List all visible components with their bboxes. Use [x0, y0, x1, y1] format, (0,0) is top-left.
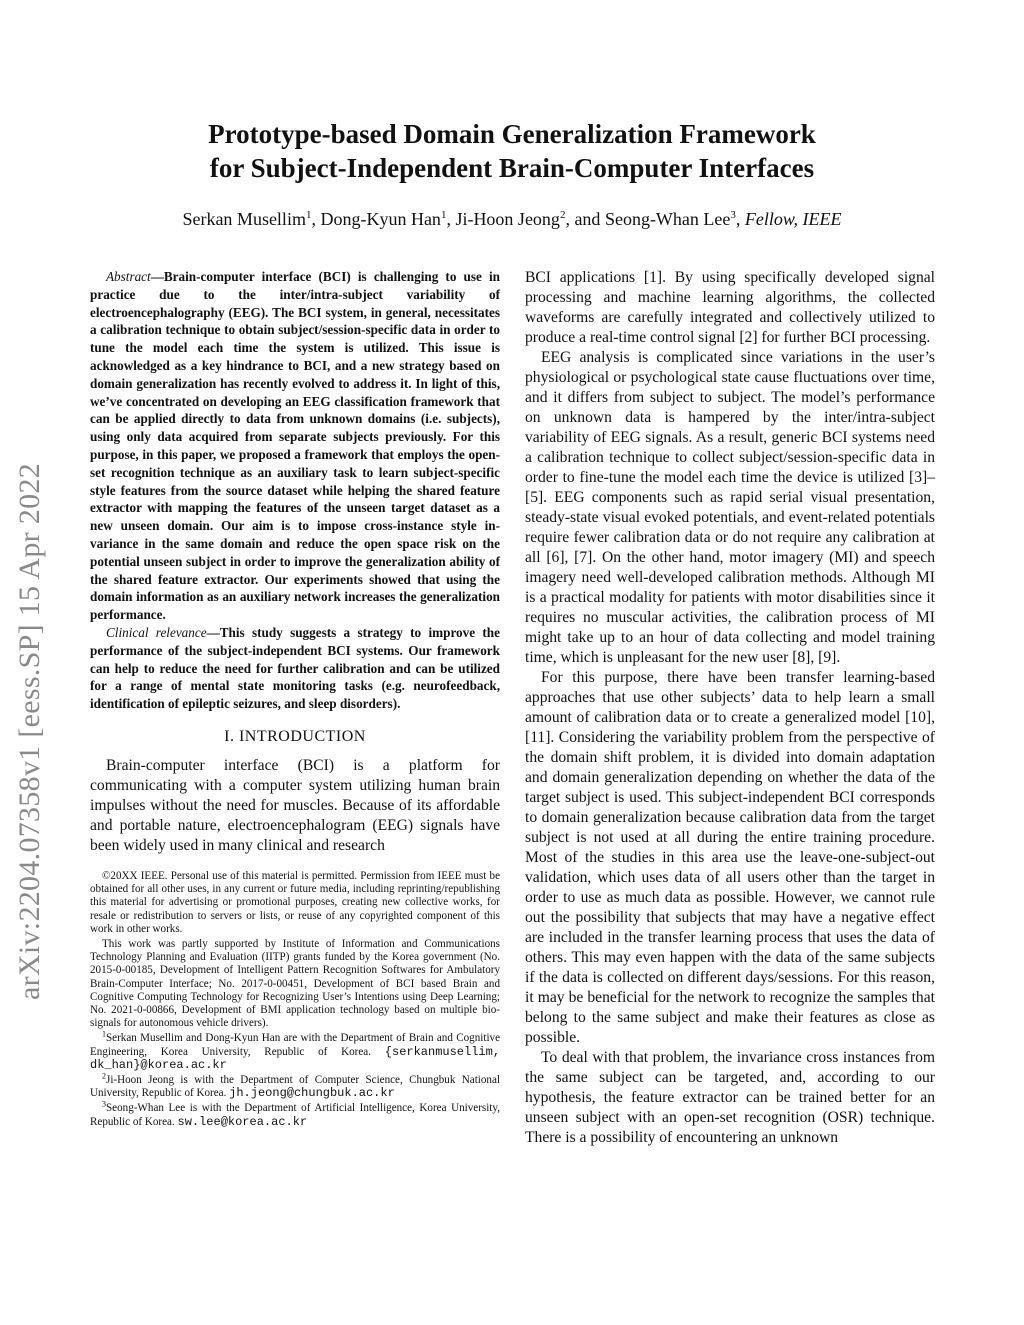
paper-title	[0, 117, 1024, 185]
author-fellow-title: Fellow, IEEE	[744, 209, 842, 229]
author-email: jh.jeong@chungbuk.ac.kr	[229, 1086, 395, 1101]
left-column	[90, 268, 500, 1131]
funding-note: This work was partly supported by Institute of Information and Communications Technology Planning and Evaluation (IITP) grants funded by the Korea government (No. 2015-0-00185, Development of Intelligent Pattern Recognition Softwares for Ambulatory Brain-Computer Interface; No. 2017-0-00451, Development of BCI based Brain and Cognitive Computing Technology for Recognizing User’s Intentions using Deep Learning; No. 2021-0-00866, Development of BMI application technology based on multiple bio-signals for autonomous vehicle drivers).	[90, 937, 500, 1030]
intro-paragraph-3: For this purpose, there have been transfer learning-based approaches that use other subjects’ data to help learn a small amount of calibration data or to create a generalized model [10], [11]. Considering the variability problem from the perspective of the domain shift problem, it is divided into domain adaptation and domain generalization depending on whether the data of the target subject is used. This subject-independent BCI corresponds to domain generalization because calibration data from the target subject is not used at all during the entire training procedure. Most of the studies in this area use the leave-one-subject-out validation, which uses data of all users other than the target in order to use as much data as possible. However, we cannot rule out the possibility that subjects that may have a negative effect are included in the transfer learning process that uses the data of others. This may even happen with the data of the same subjects if the data is collected on different days/sessions. For this reason, it may be beneficial for the network to recognize the samples that belong to the same subject and make their features as close as possible.	[525, 669, 935, 1046]
author-name: Seong-Whan Lee	[604, 209, 731, 229]
intro-paragraph-2: EEG analysis is complicated since variations in the user’s physiological or psychological state cause fluctuations over time, and it differs from subject to subject. The model’s performance on unknown data is hampered by the inter/intra-subject variability of EEG signals. As a result, generic BCI systems need a calibration technique to collect subject/session-specific data in order to fine-tune the model each time the device is utilized [3]–[5]. EEG components such as rapid serial visual presentation, steady-state visual evoked potentials, and event-related potentials require fewer calibration data or do not require any calibration at all [6], [7]. On the other hand, motor imagery (MI) and speech imagery need well-developed calibration methods. Although MI is a practical modality for patients with motor disabilities since it requires no muscular activities, the calibration process of MI might take up to an hour of data collecting and model training time, which is unpleasant for the new user [8], [9].	[525, 349, 935, 666]
arxiv-identifier: arXiv:2204.07358v1 [eess.SP] 15 Apr 2022	[13, 463, 46, 1000]
abstract-text: Brain-computer interface (BCI) is challenging to use in practice due to the inter/intra-subject variability of electroencephalography (EEG). The BCI system, in general, necessitates a calibration technique to obtain subject/session-specific data in order to tune the model each time the system is utilized. This issue is acknowledged as a key hindrance to BCI, and a new strategy based on domain generalization has recently evolved to address it. In light of this, we’ve concentrated on developing an EEG classification framework that can be applied directly to data from unknown domains (i.e. subjects), using only data acquired from separate subjects previously. For this purpose, in this paper, we proposed a framework that employs the open-set recognition technique as an auxiliary task to learn subject-specific style features from the source dataset while helping the shared feature extractor with mapping the features of the unseen target dataset as a new unseen domain. Our aim is to impose cross-instance style in-variance in the same domain and reduce the open space risk on the potential unseen subject in order to improve the generalization ability of the shared feature extractor. Our experiments showed that using the domain information as an auxiliary network increases the generalization performance.	[90, 269, 500, 623]
author-affiliation-mark: 3	[730, 209, 736, 221]
affiliation-3	[90, 1099, 500, 1129]
affiliation-text: Serkan Musellim and Dong-Kyun Han are with the Department of Brain and Cognitive Engineering, Korea University, Republic of Korea.	[90, 1032, 500, 1058]
author-separator: ,	[735, 209, 745, 229]
clinical-text: This study suggests a strategy to improve the performance of the subject-independent BCI systems. Our framework can help to reduce the need for further calibration and can be utilized for a range of mental state monitoring tasks (e.g. neurofeedback, identification of epileptic seizures, and sleep disorders).	[90, 624, 500, 712]
affiliation-1	[90, 1029, 501, 1072]
affiliation-2	[90, 1071, 500, 1101]
affiliation-mark: 3	[102, 1099, 106, 1109]
author-name: Serkan Musellim	[182, 209, 306, 229]
author-list	[0, 209, 1024, 230]
abstract-label: Abstract	[106, 269, 151, 284]
author-separator: ,	[311, 209, 321, 229]
title-line-1: Prototype-based Domain Generalization Framework	[208, 119, 816, 149]
intro-paragraph-1: Brain-computer interface (BCI) is a platform for communicating with a computer system utilizing human brain impulses without the need for muscles. Because of its affordable and portable nature, electroencephalogram (EEG) signals have been widely used in many clinical and research	[90, 756, 500, 854]
affiliation-mark: 2	[102, 1071, 106, 1081]
clinical-label: Clinical relevance	[106, 624, 207, 640]
author-name: Ji-Hoon Jeong	[455, 209, 560, 229]
clinical-relevance	[90, 624, 500, 713]
copyright-notice: ©20XX IEEE. Personal use of this material is permitted. Permission from IEEE must be obtained for all other uses, in any current or future media, including reprinting/republishing this material for advertising or promotional purposes, creating new collective works, for resale or redistribution to servers or lists, or reuse of any copyrighted component of this work in other works.	[90, 869, 500, 935]
author-affiliation-mark: 2	[559, 209, 566, 221]
affiliation-text: Ji-Hoon Jeong is with the Department of Computer Science, Chungbuk National University, Republic of Korea.	[90, 1073, 500, 1100]
right-column	[525, 268, 935, 1148]
author-affiliation-mark: 1	[305, 209, 312, 221]
author-affiliation-mark: 1	[440, 209, 447, 221]
intro-paragraph-4: To deal with that problem, the invariance cross instances from the same subject can be targeted, and, according to our hypothesis, the feature extractor can be trained better for an unseen subject with an open-set recognition (OSR) technique. There is a possibility of encountering an unknown	[525, 1049, 935, 1146]
abstract	[90, 268, 500, 624]
clinical-dash: —	[206, 624, 220, 640]
author-separator: , and	[565, 209, 605, 229]
author-email: {serkanmusellim, dk_han}@korea.ac.kr	[90, 1044, 501, 1072]
author-separator: ,	[446, 209, 456, 229]
intro-paragraph-1-continued: BCI applications [1]. By using specifically developed signal processing and machine learning algorithms, the collected waveforms are carefully integrated and collectively utilized to produce a real-time control signal [2] for further BCI processing.	[525, 269, 935, 346]
author-email: sw.lee@korea.ac.kr	[177, 1114, 308, 1129]
footnotes	[90, 870, 500, 1129]
title-line-2: for Subject-Independent Brain-Computer Interfaces	[209, 153, 815, 183]
abstract-dash: —	[150, 269, 164, 284]
author-name: Dong-Kyun Han	[320, 209, 441, 229]
affiliation-mark: 1	[102, 1029, 106, 1039]
section-heading-introduction: I. INTRODUCTION	[224, 727, 366, 745]
affiliation-text: Seong-Whan Lee is with the Department of Artificial Intelligence, Korea University, Republic of Korea.	[90, 1102, 500, 1128]
